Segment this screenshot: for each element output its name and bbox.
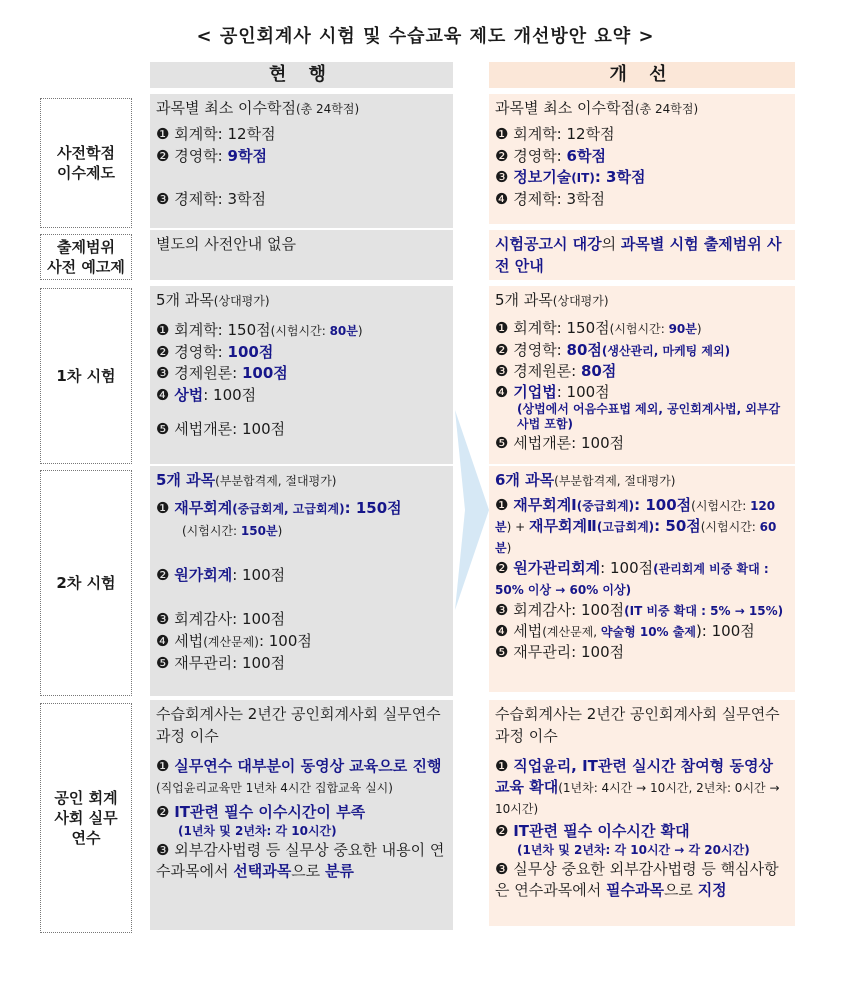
text: : 100점 [634,496,692,514]
text: (계산문제, [542,625,601,639]
text: (1년차 및 2년차: 각 10시간) [178,823,337,838]
label-text: 공인 회계사회 실무연수 [54,788,118,848]
text: (계산문제) [203,634,259,649]
text: 5개 과목 [495,291,553,309]
text: ❷ [495,559,514,577]
text: ❸ 실무상 중요한 외부감사법령 등 핵심사항은 연수과목에서 [495,859,779,899]
text: ❶ [495,496,514,514]
text: 90분 [668,321,697,336]
text: ) [277,523,283,538]
text: : 100점 [232,566,286,585]
text: (상대평가) [213,294,270,308]
text: 5개 과목 [156,471,216,489]
text: 80점 [566,340,602,359]
text: 선택과목 [233,861,292,880]
text: : 100점 [203,386,257,404]
text: 150분 [240,523,278,538]
text: 별도의 사전안내 없음 [156,235,296,253]
text: 약술형 10% 출제 [600,625,696,639]
text: : 50점 [654,517,701,535]
text: 지정 [697,880,727,899]
text: ❷ [156,802,175,821]
text: 80분 [329,323,358,338]
text: (시험시간: [700,520,760,534]
text: 수습회계사는 2년간 공인회계사회 실무연수과정 이수 [495,705,780,745]
text: ❷ 경영학: [495,146,567,165]
text: (시험시간: [270,323,330,338]
text: : 100점 [556,383,610,401]
text: 6개 과목 [495,471,555,489]
text: ❷ [495,821,514,840]
text: 상법 [174,386,204,404]
current-second-exam [150,466,453,696]
item: ❸ 회계감사: 100점 [156,610,286,628]
text: ): 100점 [695,622,755,640]
text: (부분합격제, 절대평가) [215,474,337,488]
text: 의 [601,235,621,253]
text: IT관련 필수 이수시간 확대 [513,821,690,840]
text: ❸ 경제원론: [156,364,242,383]
current-first-exam [150,286,453,464]
text: ❷ 경영학: [495,340,567,359]
text: 과목별 시험 출제범위 사전 안내 [495,235,782,275]
text: ❸ 외부감사법령 등 실무상 중요한 내용이 연수과목에서 [156,840,445,880]
label-text: 2차 시험 [56,573,116,592]
text: 직업윤리, IT관련 실시간 참여형 동영상 교육 확대 [495,756,773,796]
text: ) + [506,520,529,534]
text: 원가관리회계 [513,559,601,577]
text: 80점 [581,362,617,381]
text: 수습회계사는 2년간 공인회계사회 실무연수과정 이수 [156,705,441,745]
text: ❹ 세법 [495,622,543,640]
text: 재무회계Ⅰ [513,496,577,514]
text: (중급회계) [576,499,635,513]
item: ❺ 재무관리: 100점 [156,653,286,672]
text: (IT 비중 확대 : 5% → 15%) [624,604,784,618]
text: 원가회계 [174,566,233,585]
improved-first-exam [489,286,795,464]
text: ❸ 경제원론: [495,362,581,381]
item: ❸ 경제학: 3학점 [156,190,267,209]
text: 6학점 [566,146,606,165]
text: 분류 [324,861,354,880]
text: (관리회계 비중 확대 : 50% 이상 → 60% 이상) [495,562,769,597]
text: 100점 [227,342,274,361]
text: ❶ [495,756,514,775]
text: 5개 과목 [156,291,214,309]
text: 시험공고시 대강 [495,235,602,253]
text: 으로 [291,861,325,880]
text: 과목별 최소 이수학점 [156,99,296,117]
text: (생산관리, 마케팅 제외) [601,343,731,358]
page-title: < 공인회계사 시험 및 수습교육 제도 개선방안 요약 > [196,26,655,47]
item: ❹ 경제학: 3학점 [495,190,606,208]
text: 60분 [495,520,777,555]
text: ❶ [156,498,175,517]
text: (중급회계, 고급회계) [232,501,345,516]
label-first-exam [40,288,132,464]
current-prior-credit [150,94,453,228]
text: ) [357,323,363,338]
text: 정보기술 [513,168,572,187]
text: (1년차 및 2년차: 각 10시간 → 각 20시간) [517,842,750,857]
text: 필수과목 [605,880,664,899]
text: (부분합격제, 절대평가) [554,474,676,488]
text: ) [696,321,702,336]
text: 9학점 [227,146,267,165]
label-text: 1차 시험 [56,366,116,385]
improved-practical-training [489,700,795,926]
text: (시험시간: [182,523,241,538]
text: (직업윤리교육만 1년차 4시간 집합교육 실시) [156,780,393,795]
text: 과목별 최소 이수학점 [495,99,635,117]
text: 재무회계Ⅱ [528,517,597,535]
text: 기업법 [513,383,557,401]
text: ❸ [495,168,514,187]
improved-scope-notice [489,230,795,280]
label-text: 사전학점 이수제도 [57,143,115,182]
label-scope-notice [40,234,132,280]
improved-prior-credit [489,94,795,224]
item: ❶ 회계학: 12학점 [495,124,615,143]
text: (고급회계) [596,520,655,534]
text: 으로 [663,880,698,899]
text: 120분 [495,499,776,534]
text: ) [506,541,512,555]
text: (상대평가) [552,294,609,308]
item: ❶ 회계학: 12학점 [156,124,276,143]
text: (1년차: 4시간 → 10시간, 2년차: 0시간 → 10시간) [495,780,780,816]
label-practical-training [40,703,132,933]
header-current: 현 행 [150,62,453,88]
text: ❹ 세법 [156,631,204,650]
item: ❺ 세법개론: 100점 [495,433,625,452]
text: ❹ [156,386,175,404]
text: (상법에서 어음수표법 제외, 공인회계사법, 외부감사법 포함) [517,401,781,432]
text: ❹ [495,383,514,401]
text: 재무회계 [174,498,233,517]
text: ❷ 경영학: [156,342,228,361]
text: : 150점 [344,498,402,517]
text: IT관련 필수 이수시간이 부족 [174,802,366,821]
label-prior-credit [40,98,132,228]
text: ❷ 경영학: [156,146,228,165]
current-scope-notice [150,230,453,280]
current-practical-training [150,700,453,930]
text: (시험시간: [691,499,751,513]
text: (총 24학점) [295,102,360,116]
label-text: 출제범위 [57,237,115,256]
text: 실무연수 대부분이 동영상 교육으로 진행 [174,756,442,775]
text: 100점 [242,364,288,383]
improved-second-exam [489,466,795,692]
text: : 100점 [600,559,654,577]
text: ❶ [156,756,175,775]
text: ❷ [156,566,175,585]
item: ❺ 세법개론: 100점 [156,419,286,438]
arrow-right-icon [455,410,489,610]
label-second-exam [40,470,132,696]
text: (총 24학점) [634,102,699,116]
text: ❶ 회계학: 150점 [156,320,271,339]
text: : 3학점 [594,168,646,187]
text: ❶ 회계학: 150점 [495,318,610,337]
text: (시험시간: [609,321,669,336]
text: (IT) [571,171,595,186]
item: ❺ 재무관리: 100점 [495,643,625,661]
text: ❸ 회계감사: 100점 [495,601,625,619]
label-text: 사전 예고제 [47,258,125,276]
text: : 100점 [258,631,312,650]
header-improved: 개 선 [489,62,795,88]
